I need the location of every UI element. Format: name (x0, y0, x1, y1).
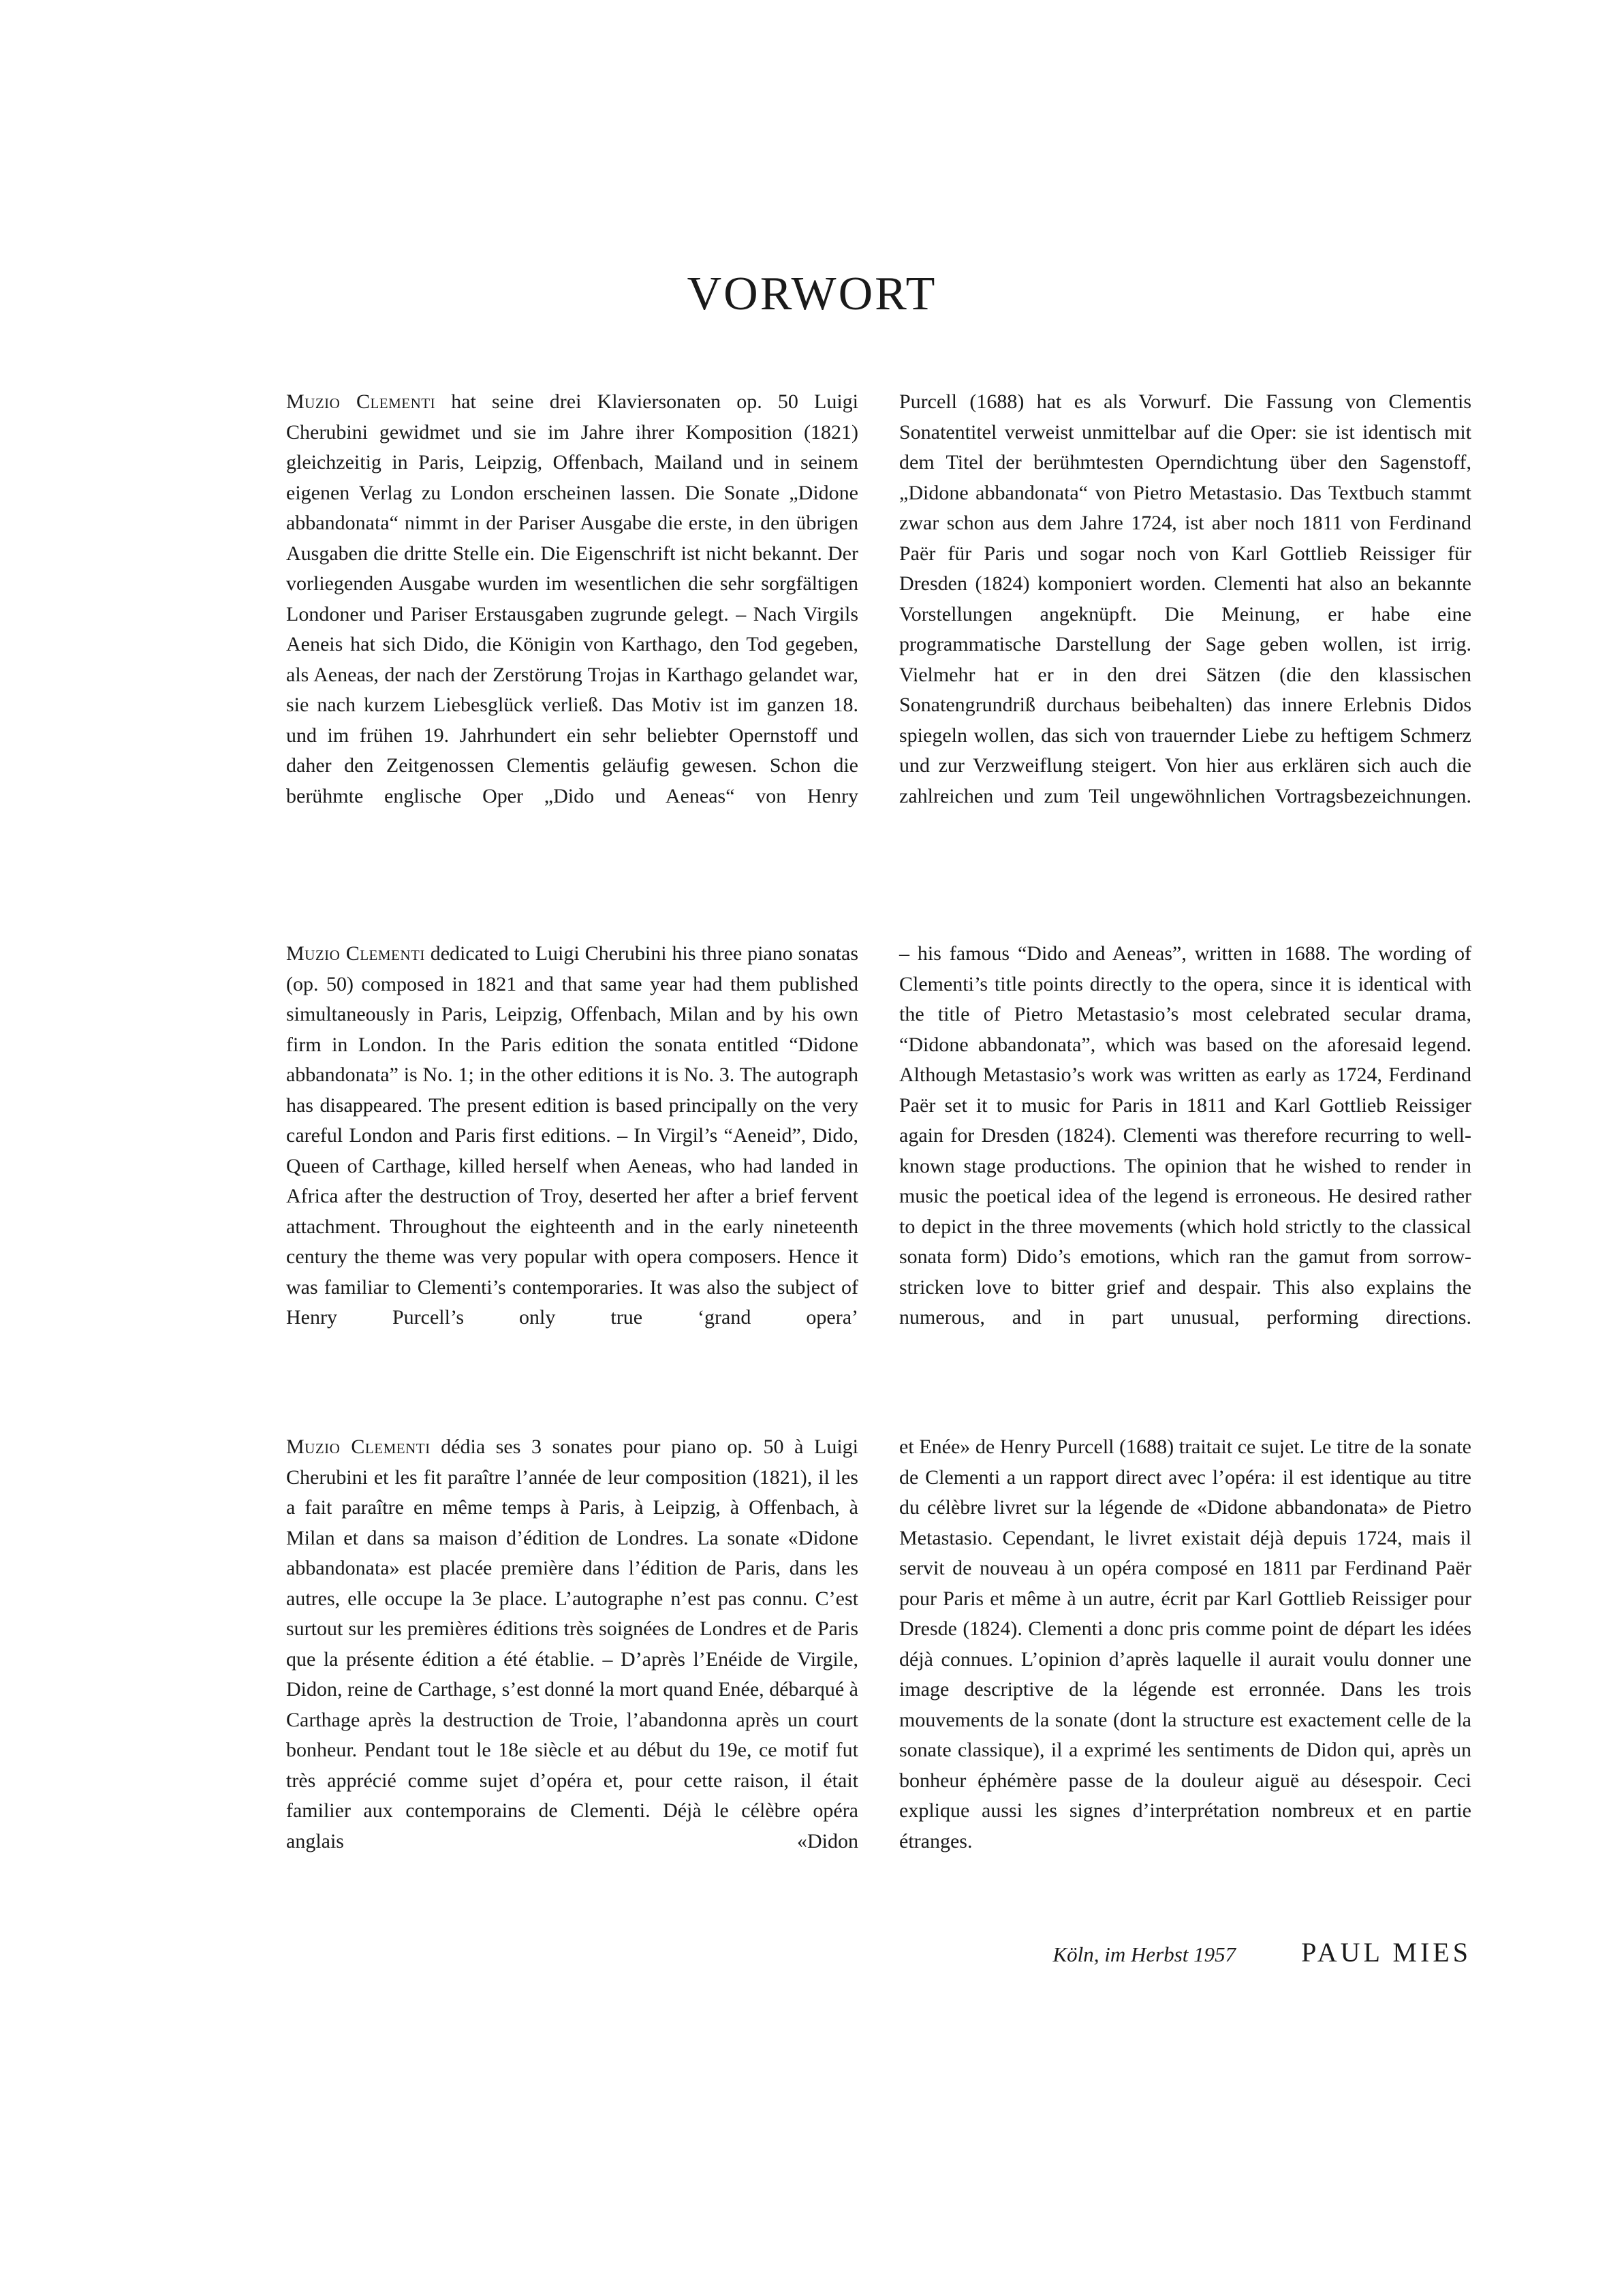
signature-block (1052, 1936, 1471, 1968)
german-lead-name: Muzio Clementi (286, 390, 436, 413)
page-title: VORWORT (687, 268, 937, 320)
french-text-left: dédia ses 3 sonates pour piano op. 50 à Luigi Cherubini et les fit paraître l’année de leur composition (1821), il les a fait paraître en même temps à Paris, à Leipzig, à Offenbach, à Milan et dans sa maison d’édition de Londres. La sonate «Didone abbandonata» est placée première dans l’édition de Paris, dans les autres, elle occupe la 3e place. L’autographe n’est pas connu. C’est surtout sur les premières éditions très soignées de Londres et de Paris que la présente édition a été établie. – D’après l’Enéide de Virgile, Didon, reine de Carthage, s’est donné la mort quand Enée, débarqué à Carthage après la destruction de Troie, l’abandonna après un court bonheur. Pendant tout le 18e siècle et au début du 19e, ce motif fut très apprécié comme sujet d’opéra et, pour cette raison, il était familier aux contemporains de Clementi. Déjà le célèbre opéra anglais «Didon (286, 1436, 858, 1852)
place-date: Köln, im Herbst 1957 (1052, 1942, 1236, 1966)
german-column-left (286, 387, 858, 811)
english-text-left: dedicated to Luigi Cherubini his three piano sonatas (op. 50) composed in 1821 and that same year had them published simultaneously in Paris, Leipzig, Offenbach, Milan and by his own firm in London. In the Paris edition the sonata entitled “Didone abbandonata” is No. 1; in the other editions it is No. 3. The autograph has disappeared. The present edition is based principally on the very careful London and Paris first editions. – In Virgil’s “Aeneid”, Dido, Queen of Carthage, killed herself when Aeneas, who had landed in Africa after the destruction of Troy, deserted her after a brief fervent attachment. Throughout the eighteenth and in the early nineteenth century the theme was very popular with opera composers. Hence it was familiar to Clementi’s contemporaries. It was also the subject of Henry Purcell’s only true ‘grand opera’ (286, 942, 858, 1329)
french-lead-name: Muzio Clementi (286, 1436, 431, 1458)
french-column-right: et Enée» de Henry Purcell (1688) traitait ce sujet. Le titre de la sonate de Clementi a un rapport direct avec l’opéra: il est identique au titre du célèbre livret sur la légende de «Didone abbandonata» de Pietro Metastasio. Cependant, le livret existait déjà depuis 1724, mais il servit de nouveau à un opéra composé en 1811 par Ferdinand Paër pour Paris et même à un autre, écrit par Karl Gottlieb Reissiger pour Dresde (1824). Clementi a donc pris comme point de départ les idées déjà connues. L’opinion d’après laquelle il aurait voulu donner une image descriptive de la légende est erronnée. Dans les trois mouvements de la sonate (dont la structure est exactement celle de la sonate classique), il a exprimé les sentiments de Didon qui, après un bonheur éphémère passe de la douleur aiguë au désespoir. Ceci explique aussi les signes d’interprétation nombreux et en partie étranges. (899, 1436, 1471, 1852)
french-column-left (286, 1432, 858, 1857)
english-lead-name: Muzio Clementi (286, 942, 425, 965)
german-section (286, 387, 1471, 811)
english-section (286, 939, 1471, 1333)
english-column-left (286, 939, 858, 1333)
german-text-left: hat seine drei Klaviersonaten op. 50 Luigi Cherubini gewidmet und sie im Jahre ihrer Komposition (1821) gleichzeitig in Paris, Leipzig, Offenbach, Mailand und in seinem eigenen Verlag zu London erscheinen lassen. Die Sonate „Didone abbandonata“ nimmt in der Pariser Ausgabe die erste, in den übrigen Ausgaben die dritte Stelle ein. Die Eigenschrift ist nicht bekannt. Der vorliegenden Ausgabe wurden im wesentlichen die sehr sorgfältigen Londoner und Pariser Erstausgaben zugrunde gelegt. – Nach Virgils Aeneis hat sich Dido, die Königin von Karthago, den Tod gegeben, als Aeneas, der nach der Zerstörung Trojas in Karthago gelandet war, sie nach kurzem Liebesglück verließ. Das Motiv ist im ganzen 18. und im frühen 19. Jahrhundert ein sehr beliebter Opernstoff und daher den Zeitgenossen Clementis geläufig gewesen. Schon die berühmte englische Oper „Dido und Aeneas“ von Henry (286, 390, 858, 807)
english-column-right: – his famous “Dido and Aeneas”, written in 1688. The wording of Clementi’s title points directly to the opera, since it is identical with the title of Pietro Metastasio’s most celebrated secular drama, “Didone abbandonata”, which was based on the aforesaid legend. Although Metastasio’s work was written as early as 1724, Ferdinand Paër set it to music for Paris in 1811 and Karl Gottlieb Reissiger again for Dresden (1824). Clementi was therefore recurring to well-known stage productions. The opinion that he wished to render in music the poetical idea of the legend is erroneous. He desired rather to depict in the three movements (which hold strictly to the classical sonata form) Dido’s emotions, which ran the gamut from sorrow-stricken love to bitter grief and despair. This also explains the numerous, and in part unusual, performing directions. (899, 942, 1471, 1329)
french-section (286, 1432, 1471, 1857)
author-name: PAUL MIES (1301, 1937, 1471, 1968)
german-column-right: Purcell (1688) hat es als Vorwurf. Die Fassung von Clementis Sonatentitel verweist unmittelbar auf die Oper: sie ist identisch mit dem Titel der berühmtesten Operndichtung über den Sagenstoff, „Didone abbandonata“ von Pietro Metastasio. Das Textbuch stammt zwar schon aus dem Jahre 1724, ist aber noch 1811 von Ferdinand Paër für Paris und sogar noch von Karl Gottlieb Reissiger für Dresden (1824) komponiert worden. Clementi hat also an bekannte Vorstellungen angeknüpft. Die Meinung, er habe eine programmatische Darstellung der Sage geben wollen, ist irrig. Vielmehr hat er in den drei Sätzen (die den klassischen Sonatengrundriß durchaus beibehalten) das innere Erlebnis Didos spiegeln wollen, das sich von trauernder Liebe zu heftigem Schmerz und zur Verzweiflung steigert. Von hier aus erklären sich auch die zahlreichen und zum Teil ungewöhnlichen Vortragsbezeichnungen. (899, 390, 1471, 807)
